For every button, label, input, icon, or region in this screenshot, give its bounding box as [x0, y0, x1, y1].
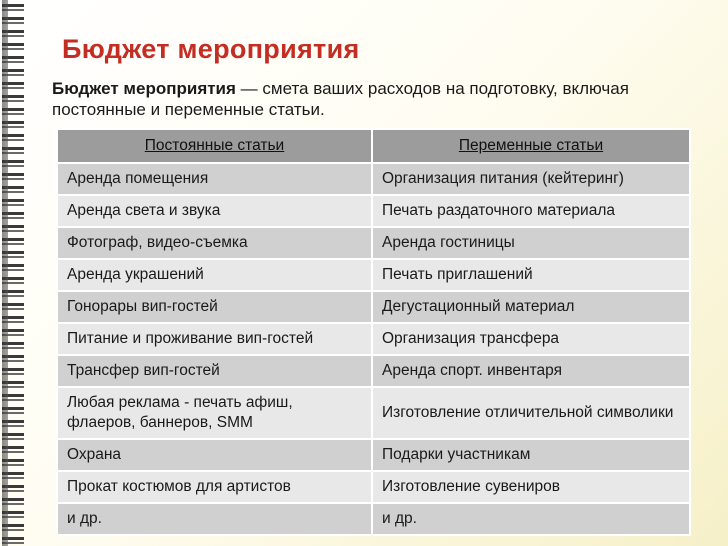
fixed-cost-cell: Любая реклама - печать афиш, флаеров, баннеров, SMM: [57, 387, 372, 439]
variable-cost-cell: и др.: [372, 503, 690, 535]
fixed-cost-cell: и др.: [57, 503, 372, 535]
table-row: [57, 323, 690, 355]
header-variable-costs: Переменные статьи: [372, 129, 690, 163]
table-row: [57, 503, 690, 535]
table-row: [57, 387, 690, 439]
fixed-cost-cell: Фотограф, видео-съемка: [57, 227, 372, 259]
fixed-cost-cell: Охрана: [57, 439, 372, 471]
intro-bold-term: Бюджет мероприятия: [52, 79, 236, 98]
fixed-cost-cell: Аренда помещения: [57, 163, 372, 195]
variable-cost-cell: Печать приглашений: [372, 259, 690, 291]
variable-cost-cell: Печать раздаточного материала: [372, 195, 690, 227]
budget-table: [56, 128, 691, 536]
header-fixed-costs: Постоянные статьи: [57, 129, 372, 163]
variable-cost-cell: Дегустационный материал: [372, 291, 690, 323]
intro-paragraph: [52, 78, 692, 120]
fixed-cost-cell: Аренда украшений: [57, 259, 372, 291]
fixed-cost-cell: Гонорары вип-гостей: [57, 291, 372, 323]
table-row: [57, 291, 690, 323]
table-row: [57, 195, 690, 227]
slide-title: Бюджет мероприятия: [62, 34, 360, 64]
fixed-cost-cell: Трансфер вип-гостей: [57, 355, 372, 387]
variable-cost-cell: Организация питания (кейтеринг): [372, 163, 690, 195]
table-row: [57, 355, 690, 387]
table-row: [57, 439, 690, 471]
variable-cost-cell: Аренда спорт. инвентаря: [372, 355, 690, 387]
variable-cost-cell: Подарки участникам: [372, 439, 690, 471]
table-row: [57, 227, 690, 259]
fixed-cost-cell: Аренда света и звука: [57, 195, 372, 227]
variable-cost-cell: Аренда гостиницы: [372, 227, 690, 259]
table-row: [57, 259, 690, 291]
intro-text: — смета ваших расходов на подготовку, включая постоянные и переменные статьи.: [52, 79, 629, 119]
variable-cost-cell: Изготовление отличительной символики: [372, 387, 690, 439]
fixed-cost-cell: Прокат костюмов для артистов: [57, 471, 372, 503]
table-header-row: [57, 129, 690, 163]
fixed-cost-cell: Питание и проживание вип-гостей: [57, 323, 372, 355]
variable-cost-cell: Изготовление сувениров: [372, 471, 690, 503]
spiral-binding: [0, 0, 32, 546]
table-row: [57, 471, 690, 503]
variable-cost-cell: Организация трансфера: [372, 323, 690, 355]
table-row: [57, 163, 690, 195]
